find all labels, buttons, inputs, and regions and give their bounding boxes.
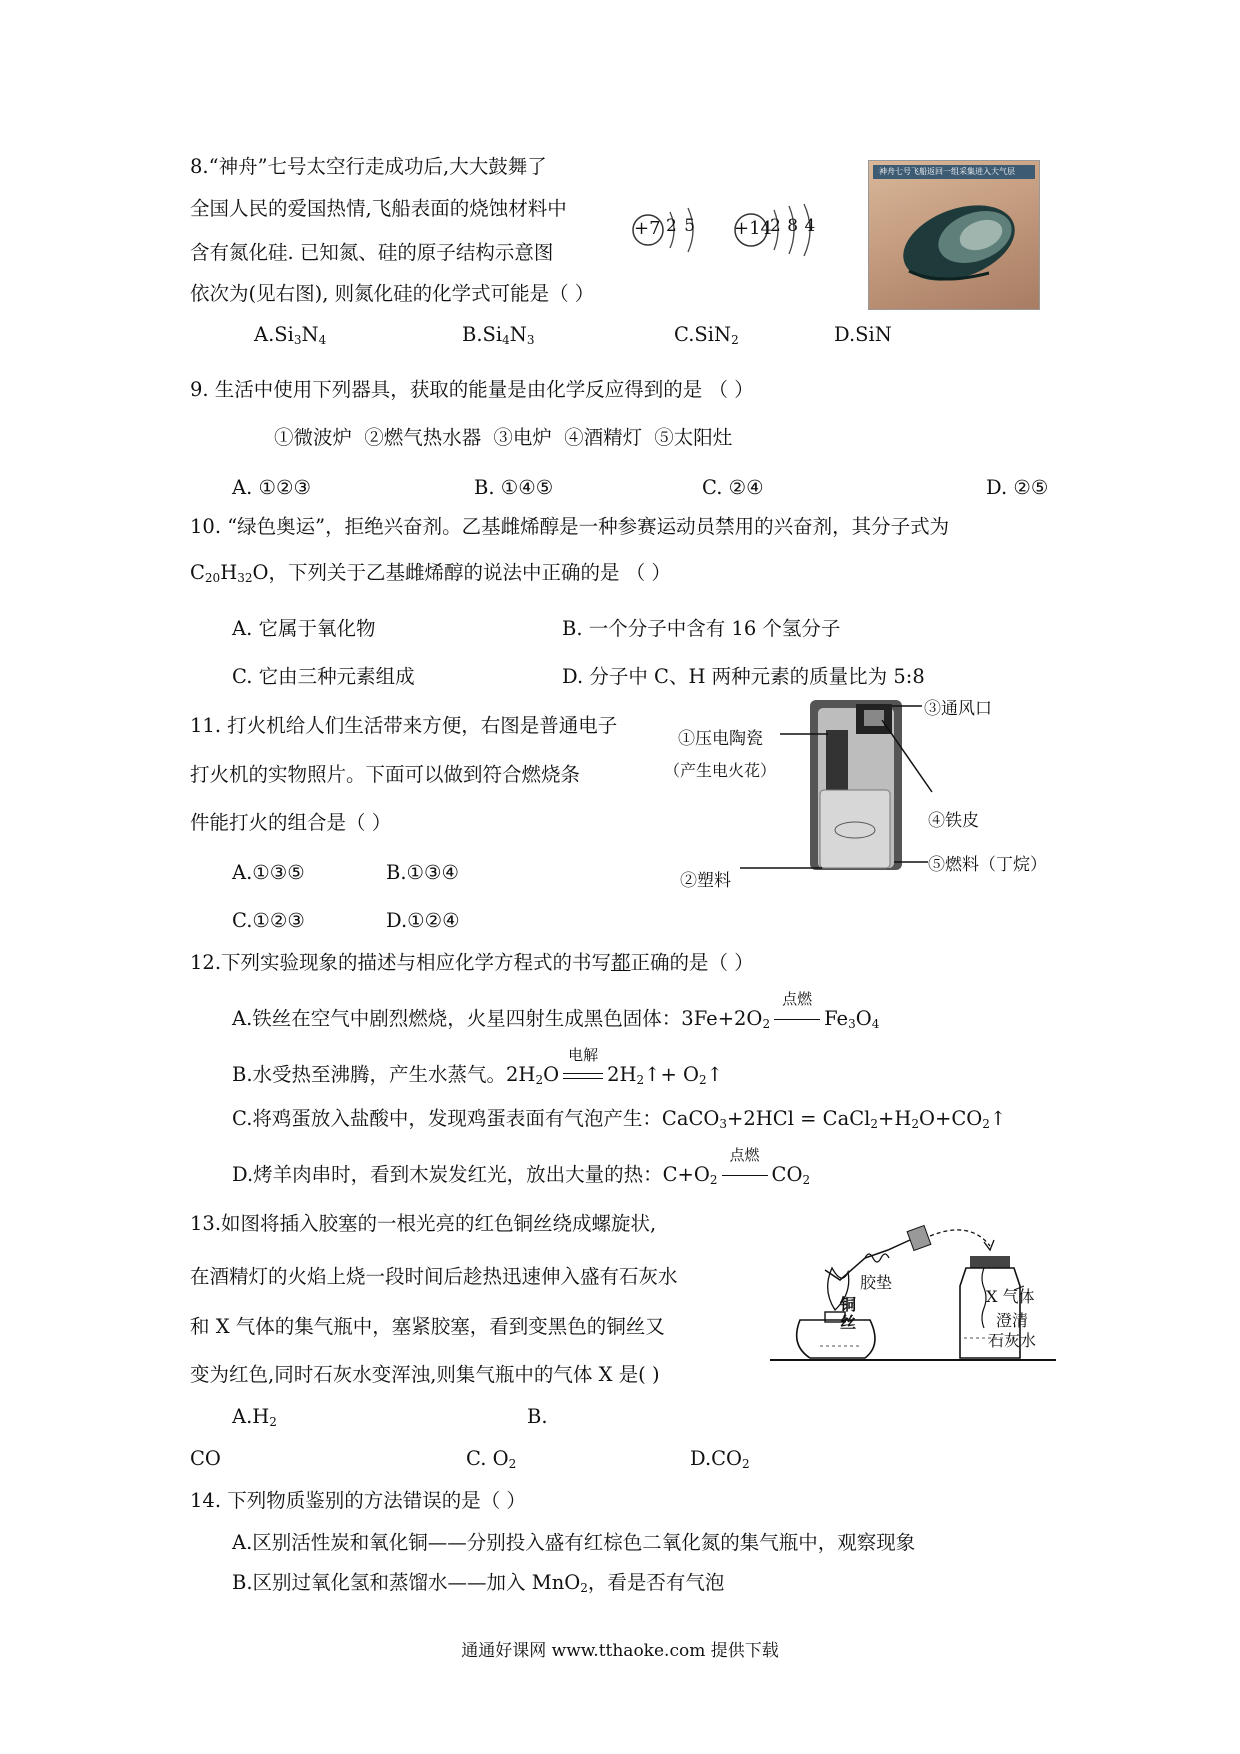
q10-option-a: A. 它属于氧化物	[232, 617, 376, 640]
q13-option-b: B.	[527, 1405, 548, 1428]
lighter-label-fuel: ⑤燃料（丁烷）	[928, 855, 1047, 875]
copper-wire-apparatus	[770, 1220, 1060, 1365]
x-gas-label: X 气体	[986, 1287, 1035, 1306]
silicon-electrons-label: 2 8 4	[770, 216, 816, 236]
q12-option-b: B.水受热至沸腾，产生水蒸气。$2H_2O$ 电解 $2H_2↑+$ $O_2↑$	[232, 1046, 724, 1087]
q8-line-4: 依次为(见右图), 则氮化硅的化学式可能是（ ）	[190, 282, 595, 305]
limewater-label-2: 石灰水	[988, 1331, 1037, 1350]
atom-structure-diagrams	[628, 200, 818, 270]
stopper-label: 胶垫	[860, 1273, 893, 1292]
photo-caption: 神舟七号飞船返回一组采集进入大气层	[879, 167, 1015, 176]
copper-label: 铜丝	[840, 1295, 857, 1332]
q10-option-c: C. 它由三种元素组成	[232, 665, 415, 688]
q11-line-1: 11. 打火机给人们生活带来方便，右图是普通电子	[190, 714, 618, 737]
q12-stem: 12.下列实验现象的描述与相应化学方程式的书写都正确的是（ ）	[190, 951, 754, 974]
q13-line-2: 在酒精灯的火焰上烧一段时间后趁热迅速伸入盛有石灰水	[190, 1265, 678, 1288]
q11-option-d: D.①②④	[386, 909, 460, 932]
q8-option-d: D.SiN	[834, 323, 892, 346]
q9-option-c: C. ②④	[702, 476, 764, 499]
silicon-nucleus-label: +14	[734, 218, 772, 239]
page-footer: 通通好课网 www.tthaoke.com 提供下载	[461, 1641, 779, 1661]
q14-option-a: A.区别活性炭和氧化铜——分别投入盛有红棕色二氧化氮的集气瓶中，观察现象	[232, 1531, 916, 1554]
spacecraft-photo	[868, 160, 1040, 310]
lighter-label-ceramic: ①压电陶瓷	[678, 729, 763, 749]
q11-line-2: 打火机的实物照片。下面可以做到符合燃烧条	[190, 763, 581, 786]
q11-line-3: 件能打火的组合是（ ）	[190, 811, 392, 834]
lighter-label-vent: ③通风口	[924, 699, 992, 719]
nitrogen-nucleus-label: +7	[634, 218, 661, 239]
q13-option-b-value: CO	[190, 1447, 221, 1470]
q13-line-3: 和 X 气体的集气瓶中，塞紧胶塞，看到变黑色的铜丝又	[190, 1315, 665, 1338]
q13-line-1: 13.如图将插入胶塞的一根光亮的红色铜丝绕成螺旋状,	[190, 1212, 657, 1235]
q10-line-2: $C_{20}H_{32}O$，下列关于乙基雌烯醇的说法中正确的是 （ ）	[190, 561, 671, 585]
q12-option-c: C.将鸡蛋放入盐酸中，发现鸡蛋表面有气泡产生：CaCO$_3$+2HCl = $CaCl_2+H_2O+CO_2↑$	[232, 1107, 1007, 1131]
lighter-label-plastic: ②塑料	[680, 871, 731, 891]
lighter-figure	[650, 690, 1047, 891]
q11-option-c: C.①②③	[232, 909, 305, 932]
lighter-label-spark: （产生电火花）	[664, 761, 777, 780]
limewater-label-1: 澄清	[996, 1311, 1029, 1330]
q9-option-b: B. ①④⑤	[474, 476, 554, 499]
q13-option-a: $A.H_2$	[232, 1405, 277, 1429]
q8-line-2: 全国人民的爱国热情,飞船表面的烧蚀材料中	[190, 197, 567, 220]
q13-option-d: $D.CO_2$	[690, 1447, 750, 1471]
q13-line-4: 变为红色,同时石灰水变浑浊,则集气瓶中的气体 X 是( )	[190, 1363, 660, 1386]
q12-option-d: D.烤羊肉串时，看到木炭发红光，放出大量的热：$C+O_2$ 点燃 $CO_2$	[232, 1146, 811, 1187]
q10-option-d: D. 分子中 C、H 两种元素的质量比为 5:8	[562, 665, 925, 688]
q8-line-1: 8.“神舟”七号太空行走成功后,大大鼓舞了	[190, 155, 547, 178]
q8-option-b: $B.Si_4N_3$	[462, 323, 535, 347]
lighter-label-iron: ④铁皮	[928, 811, 979, 831]
q9-option-a: A. ①②③	[232, 476, 311, 499]
q8-option-c: C.SiN$_2$	[674, 323, 739, 347]
q10-line-1: 10. “绿色奥运”，拒绝兴奋剂。乙基雌烯醇是一种参赛运动员禁用的兴奋剂，其分子式为	[190, 515, 950, 538]
q12-option-a: A.铁丝在空气中剧烈燃烧，火星四射生成黑色固体：$3Fe+2O_2$ 点燃 $Fe_3O_4$	[232, 990, 880, 1031]
q14-option-b: B.区别过氧化氢和蒸馏水——加入 MnO$_2$，看是否有气泡	[232, 1571, 725, 1595]
q14-stem: 14. 下列物质鉴别的方法错误的是（ ）	[190, 1489, 526, 1512]
q8-option-a: $A.Si_3N_4$	[254, 323, 327, 347]
nitrogen-electrons-label: 2 5	[666, 216, 696, 236]
q13-option-c: C. $O_2$	[466, 1447, 517, 1471]
q9-option-d: D. ②⑤	[986, 476, 1049, 499]
q8-line-3: 含有氮化硅. 已知氮、硅的原子结构示意图	[190, 241, 554, 264]
q9-items: ①微波炉 ②燃气热水器 ③电炉 ④酒精灯 ⑤太阳灶	[274, 426, 733, 449]
q11-option-b: B.①③④	[386, 861, 459, 884]
q11-option-a: A.①③⑤	[232, 861, 305, 884]
q9-stem: 9. 生活中使用下列器具，获取的能量是由化学反应得到的是 （ ）	[190, 378, 754, 401]
q10-option-b: B. 一个分子中含有 16 个氢分子	[562, 617, 841, 640]
